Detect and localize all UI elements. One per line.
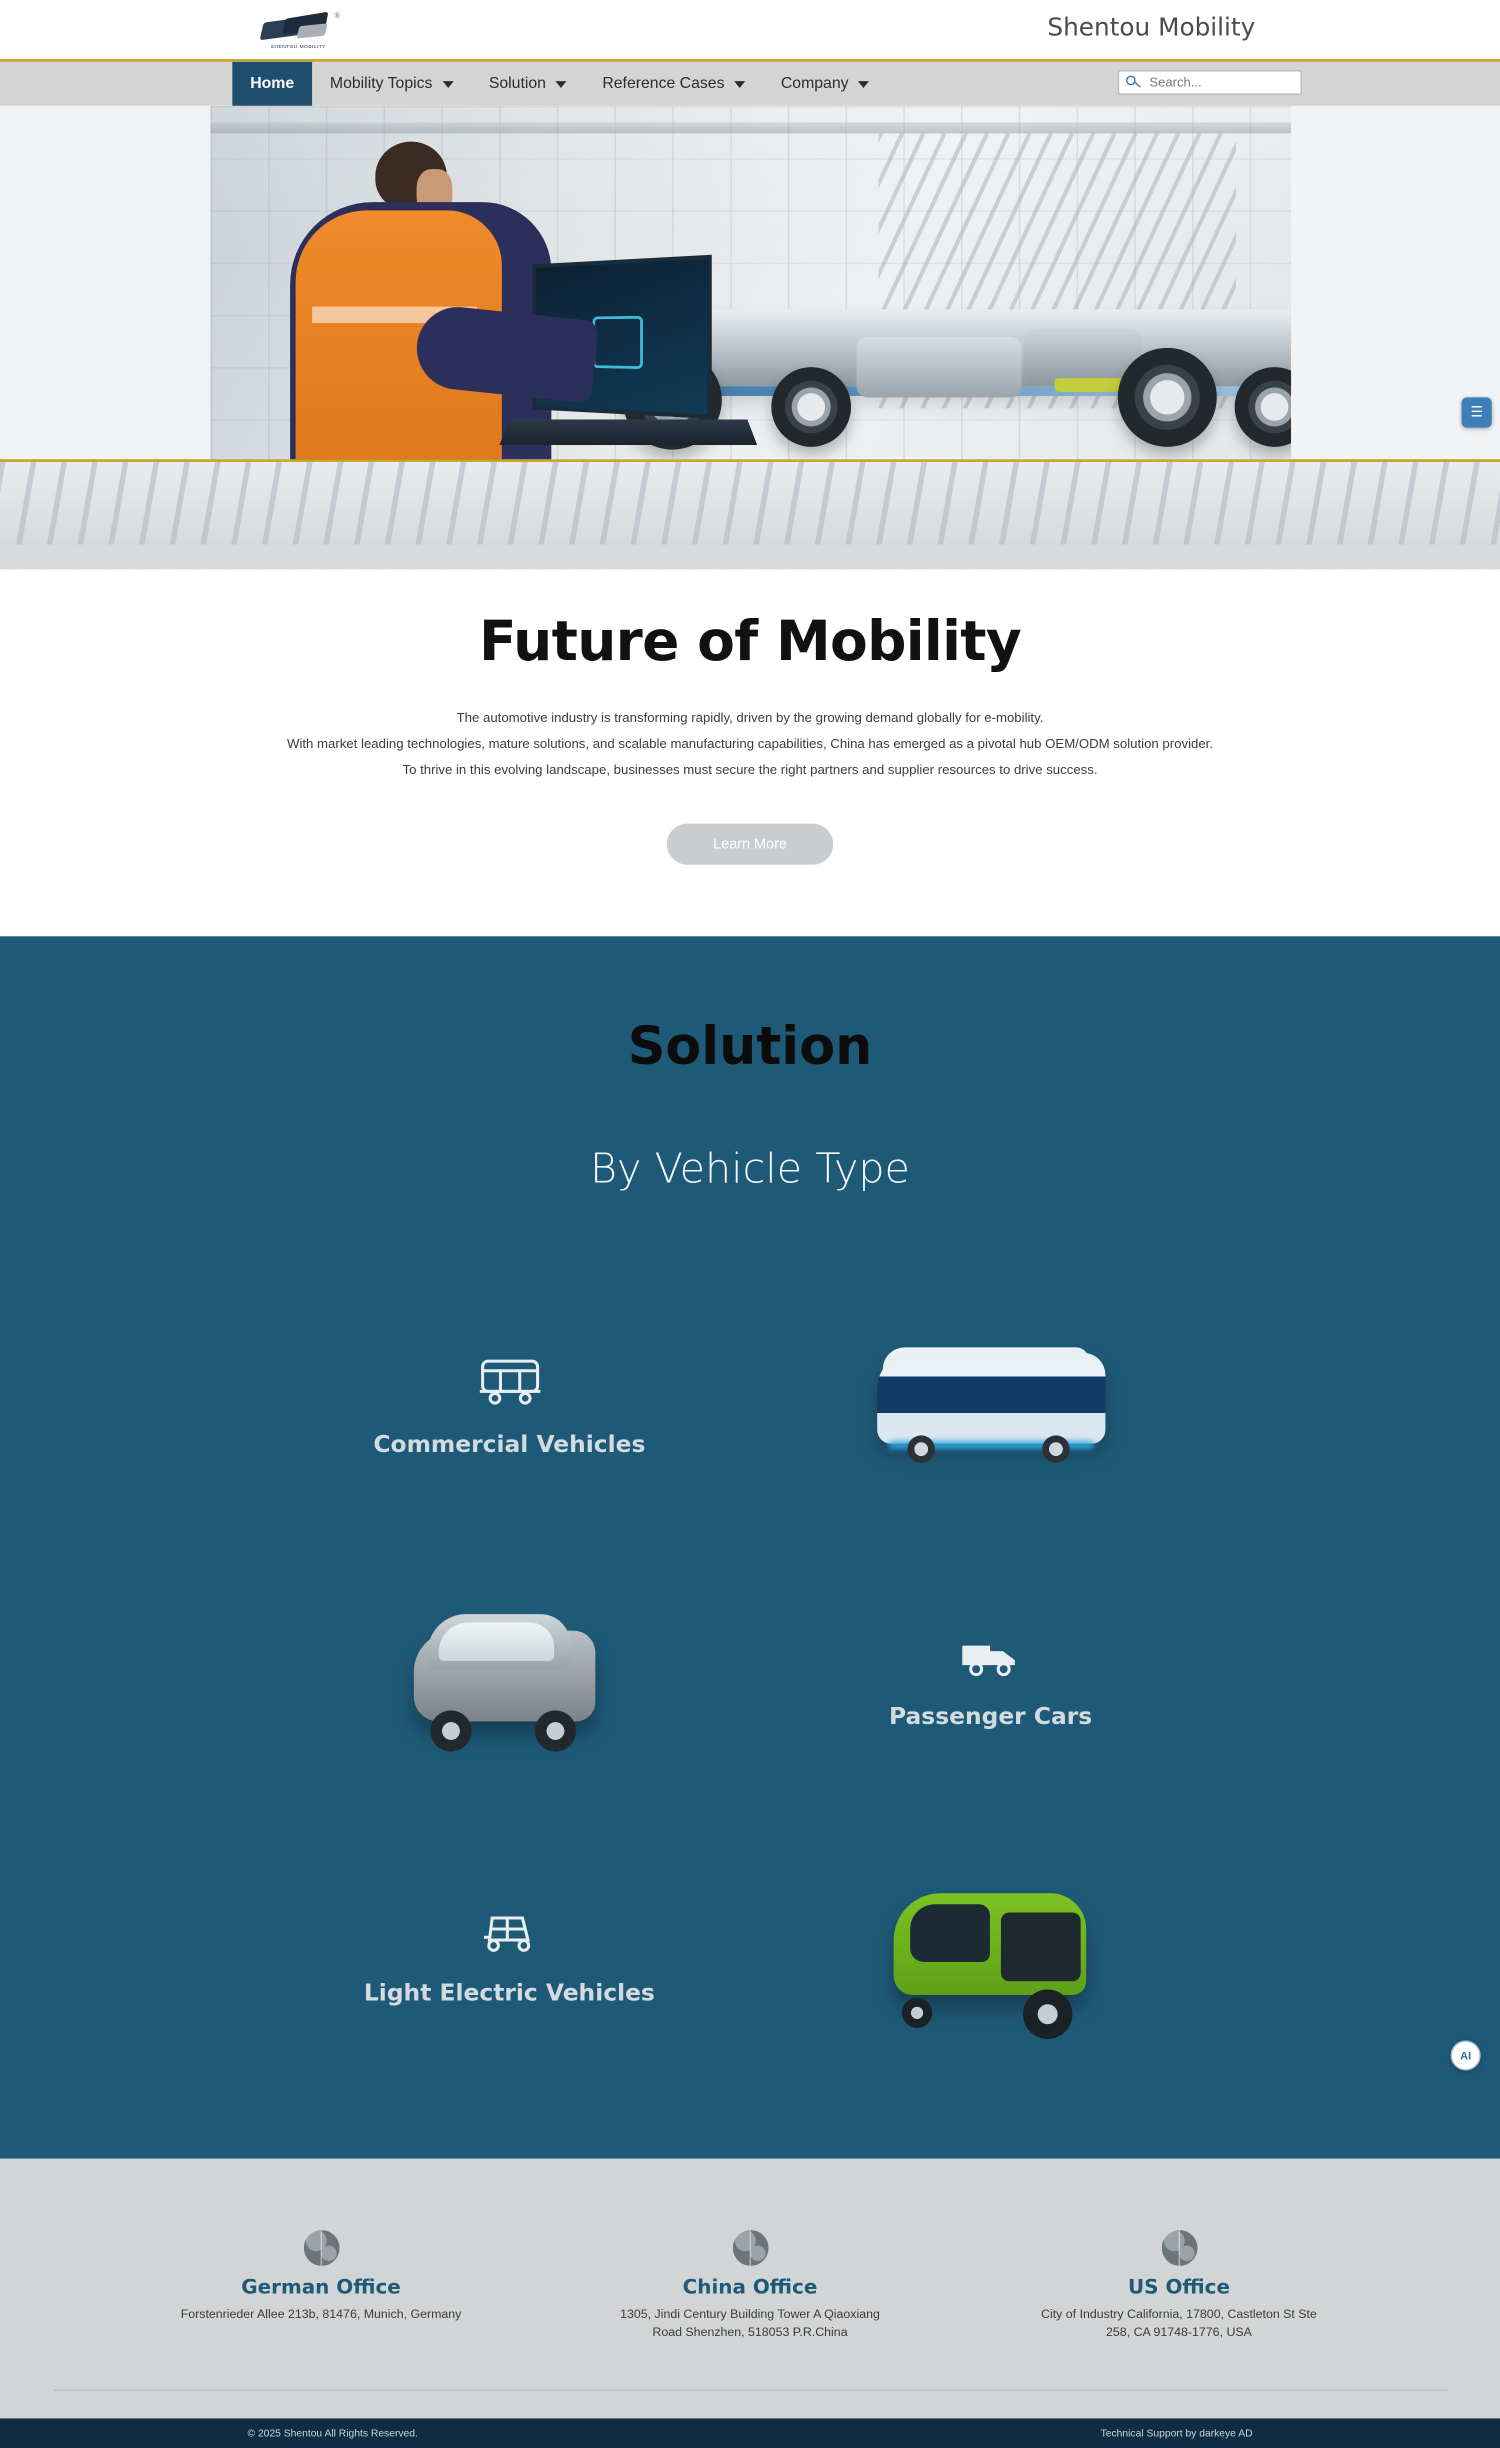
- copyright-text: © 2025 Shentou All Rights Reserved.: [247, 2426, 418, 2440]
- solution-subheading: By Vehicle Type: [590, 1144, 910, 1193]
- vehicle-label: Passenger Cars: [889, 1703, 1093, 1732]
- nav-item-label: Home: [250, 75, 295, 93]
- tech-support-text[interactable]: Technical Support by darkeye AD: [1100, 2426, 1253, 2440]
- office-address: Forstenrieder Allee 213b, 81476, Munich, Germany: [180, 2306, 462, 2321]
- chevron-down-icon: [556, 80, 567, 87]
- office-name: China Office: [682, 2276, 818, 2299]
- vehicle-photo-passenger: [269, 1600, 750, 1765]
- site-header: [0, 0, 1500, 62]
- page-title: Shentou Mobility: [1047, 13, 1256, 43]
- globe-icon: [732, 2230, 768, 2266]
- tuktuk-icon: [475, 1907, 544, 1963]
- nav-item-company[interactable]: [763, 62, 887, 106]
- vehicle-card-commercial[interactable]: [269, 1356, 750, 1459]
- section-heading: Future of Mobility: [478, 610, 1022, 674]
- learn-more-button[interactable]: Learn More: [666, 823, 833, 864]
- logo-wordmark: SHENTOU MOBILITY: [270, 43, 326, 49]
- nav-item-label: Solution: [488, 75, 546, 93]
- office-card-china: [606, 2230, 895, 2343]
- main-navigation: [0, 62, 1500, 106]
- chevron-down-icon: [858, 80, 869, 87]
- vehicle-label: Light Electric Vehicles: [363, 1979, 655, 2008]
- solution-section: [0, 936, 1500, 2158]
- intro-paragraph-1: The automotive industry is transforming rapidly, driven by the growing demand globally for e-mobility.: [456, 710, 1044, 726]
- office-address: 1305, Jindi Century Building Tower A Qiaoxiang Road Shenzhen, 518053 P.R.China: [620, 2306, 880, 2339]
- office-name: US Office: [1127, 2276, 1230, 2299]
- chevron-down-icon: [734, 80, 745, 87]
- side-contact-widget[interactable]: ☰: [1462, 397, 1492, 427]
- search-box[interactable]: [1118, 70, 1302, 95]
- vehicle-row-lev: [269, 1820, 1231, 2095]
- nav-item-home[interactable]: [232, 62, 312, 106]
- office-card-german: [177, 2230, 466, 2343]
- chevron-down-icon: [442, 80, 453, 87]
- search-icon: [1126, 75, 1141, 90]
- office-card-us: [1035, 2230, 1324, 2343]
- future-of-mobility-section: [0, 569, 1500, 936]
- registered-mark: ®: [334, 11, 340, 20]
- vehicle-card-lev[interactable]: [269, 1907, 750, 2007]
- hero-image-ev-chassis-engineer: [210, 106, 1291, 462]
- intro-paragraph-3: To thrive in this evolving landscape, businesses must secure the right partners and supplier resources to drive success.: [402, 762, 1098, 778]
- globe-icon: [303, 2230, 339, 2266]
- globe-icon: [1161, 2230, 1197, 2266]
- nav-item-mobility-topics[interactable]: [312, 62, 471, 106]
- decorative-ceiling-band: [0, 462, 1500, 569]
- nav-item-solution[interactable]: [471, 62, 585, 106]
- office-list: [53, 2230, 1447, 2391]
- office-address: City of Industry California, 17800, Castleton St Ste 258, CA 91748-1776, USA: [1041, 2306, 1317, 2339]
- vehicle-row-commercial: [269, 1270, 1231, 1545]
- site-footer: [0, 2158, 1500, 2418]
- site-logo[interactable]: [258, 5, 338, 54]
- ai-assistant-button[interactable]: AI: [1451, 2040, 1481, 2070]
- car-icon: [958, 1633, 1024, 1687]
- nav-item-reference-cases[interactable]: [584, 62, 763, 106]
- nav-item-label: Company: [780, 75, 849, 93]
- office-name: German Office: [241, 2276, 401, 2299]
- bus-icon: [475, 1356, 544, 1415]
- hero-banner: [0, 106, 1500, 462]
- vehicle-label: Commercial Vehicles: [373, 1431, 646, 1459]
- vehicle-card-passenger[interactable]: [750, 1633, 1231, 1731]
- solution-heading: Solution: [627, 1015, 873, 1076]
- intro-paragraph-2: With market leading technologies, mature solutions, and scalable manufacturing capabilities, China has emerged as a pivotal hub OEM/ODM solution provider.: [286, 736, 1214, 752]
- vehicle-type-grid: [269, 1270, 1231, 2095]
- nav-item-label: Mobility Topics: [329, 75, 433, 93]
- nav-item-label: Reference Cases: [602, 75, 725, 93]
- copyright-bar: [0, 2418, 1500, 2448]
- logo-mark-icon: [263, 11, 340, 42]
- vehicle-row-passenger: [269, 1545, 1231, 1820]
- vehicle-photo-lev: [750, 1871, 1231, 2044]
- vehicle-photo-commercial: [750, 1341, 1231, 1473]
- search-input[interactable]: [1147, 74, 1294, 92]
